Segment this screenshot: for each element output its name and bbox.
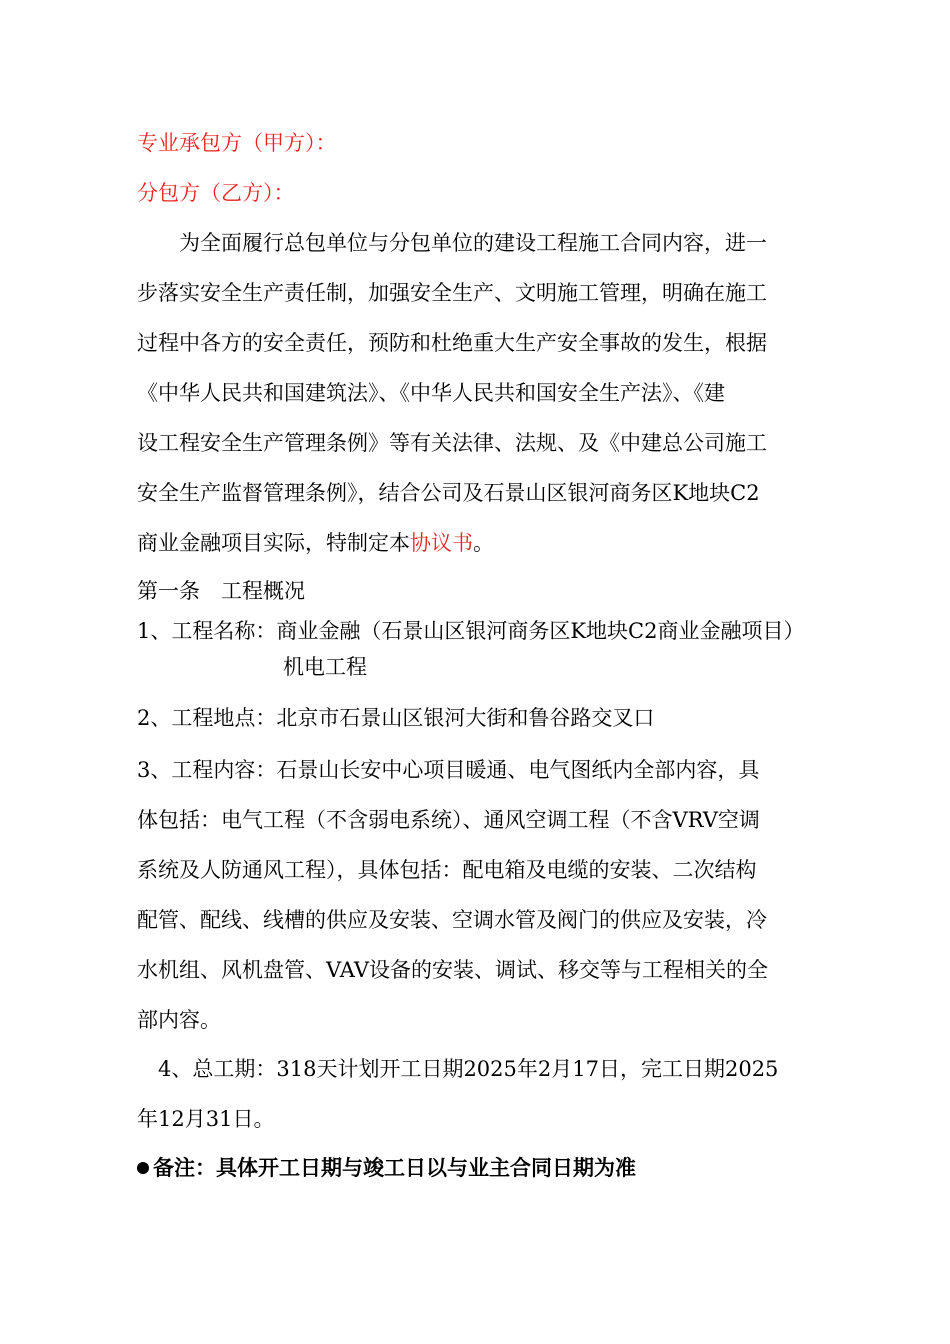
item3-line: 体包括：电气工程（不含弱电系统）、通风空调工程（不含VRV空调	[137, 808, 760, 832]
item1-name-cont: 机电工程	[283, 655, 367, 679]
intro-line: 过程中各方的安全责任，预防和杜绝重大生产安全事故的发生，根据	[137, 331, 767, 355]
article1-title: 第一条 工程概况	[137, 579, 305, 603]
intro-period: 。	[473, 531, 494, 555]
item3-line: 配管、配线、线槽的供应及安装、空调水管及阀门的供应及安装，冷	[137, 908, 767, 932]
item3-line: 部内容。	[137, 1008, 221, 1032]
intro-line: 步落实安全生产责任制，加强安全生产、文明施工管理，明确在施工	[137, 281, 767, 305]
item2-location: 2、工程地点：北京市石景山区银河大街和鲁谷路交叉口	[137, 706, 655, 730]
note-line	[137, 1154, 636, 1182]
note-text: 备注：具体开工日期与竣工日以与业主合同日期为准	[153, 1156, 636, 1180]
agreement-term: 协议书	[410, 531, 473, 555]
intro-line: 安全生产监督管理条例》，结合公司及石景山区银河商务区K地块C2	[137, 481, 760, 505]
intro-line: 设工程安全生产管理条例》等有关法律、法规、及《中建总公司施工	[137, 431, 767, 455]
item4-duration: 4、总工期：318天计划开工日期2025年2月17日，完工日期2025	[158, 1057, 779, 1081]
intro-last-line	[137, 529, 494, 557]
item3-line: 系统及人防通风工程），具体包括：配电箱及电缆的安装、二次结构	[137, 858, 757, 882]
party-a-label: 专业承包方（甲方）：	[137, 131, 337, 155]
item4-duration-cont: 年12月31日。	[137, 1107, 275, 1131]
item3-line: 水机组、风机盘管、VAV设备的安装、调试、移交等与工程相关的全	[137, 958, 769, 982]
bullet-icon	[137, 1162, 149, 1174]
item1-name: 1、工程名称：商业金融（石景山区银河商务区K地块C2商业金融项目）	[137, 619, 805, 643]
party-b-label: 分包方（乙方）：	[137, 181, 295, 205]
intro-last-text: 商业金融项目实际，特制定本	[137, 531, 410, 555]
intro-line: 为全面履行总包单位与分包单位的建设工程施工合同内容，进一	[179, 231, 767, 255]
intro-line: 《中华人民共和国建筑法》、《中华人民共和国安全生产法》、《建	[137, 381, 725, 405]
item3-line: 3、工程内容：石景山长安中心项目暖通、电气图纸内全部内容，具	[137, 758, 760, 782]
